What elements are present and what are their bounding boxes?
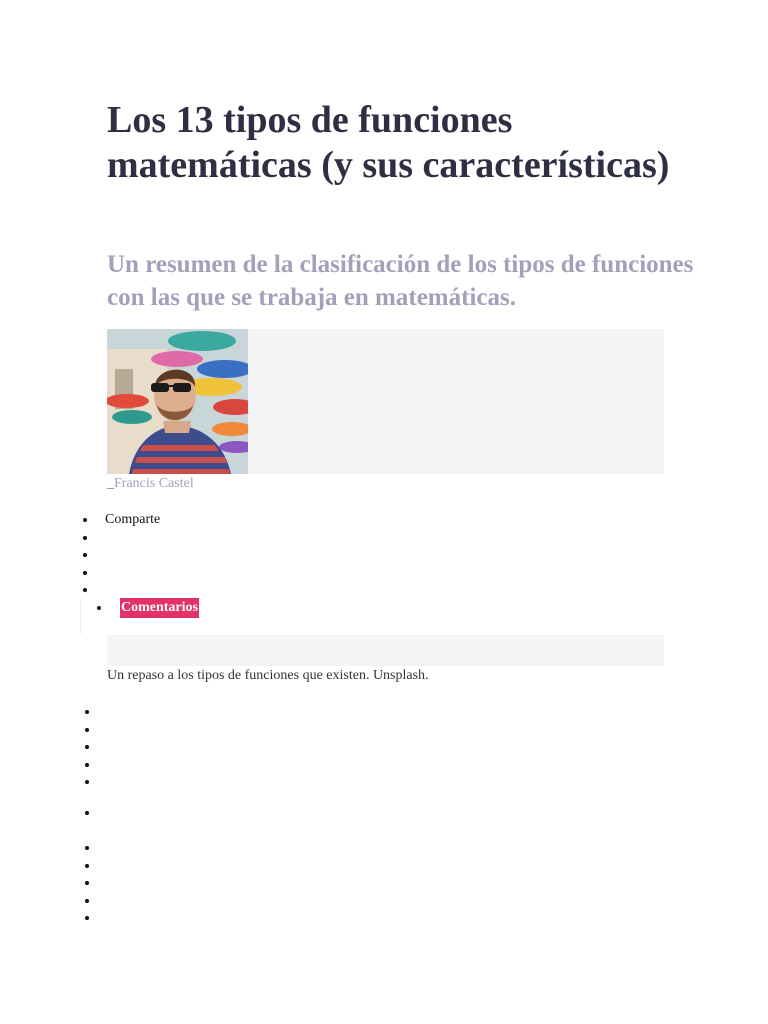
list-item — [85, 916, 89, 920]
article-title: Los 13 tipos de funciones matemáticas (y sus características) — [107, 99, 670, 186]
article-subtitle: Un resumen de la clasificación de los tipos de funciones con las que se trabaja en matemáticas. — [107, 251, 694, 311]
comments-button[interactable]: Comentarios — [120, 598, 199, 618]
divider — [80, 598, 81, 634]
share-button-item[interactable] — [80, 564, 160, 582]
article-image-placeholder — [107, 635, 664, 666]
image-caption: Un repaso a los tipos de funciones que existen. Unsplash. — [107, 668, 429, 683]
share-button-item[interactable] — [80, 546, 160, 564]
list-item — [85, 763, 89, 767]
share-label: Comparte — [105, 512, 161, 527]
list-item — [85, 745, 89, 749]
share-list — [80, 511, 160, 599]
list-item — [85, 846, 89, 850]
list-item — [85, 864, 89, 868]
author-link-underline: _ — [107, 476, 114, 491]
list-item — [85, 881, 89, 885]
bullet — [83, 571, 87, 575]
author-name: Francis Castel — [114, 476, 194, 491]
bullet — [83, 588, 87, 592]
author-name-link[interactable] — [107, 476, 194, 492]
bullet — [83, 553, 87, 557]
author-card — [107, 329, 664, 474]
bullet — [83, 518, 87, 522]
list-item — [85, 780, 89, 784]
share-button-item[interactable] — [80, 581, 160, 599]
share-label-item — [80, 511, 160, 529]
share-button-item[interactable] — [80, 529, 160, 547]
comments-item — [80, 598, 280, 634]
bullet — [97, 606, 101, 610]
list-item — [85, 811, 89, 815]
list-item — [85, 728, 89, 732]
author-photo[interactable] — [107, 329, 248, 474]
bullet — [83, 536, 87, 540]
list-item — [85, 899, 89, 903]
list-item — [85, 710, 89, 714]
